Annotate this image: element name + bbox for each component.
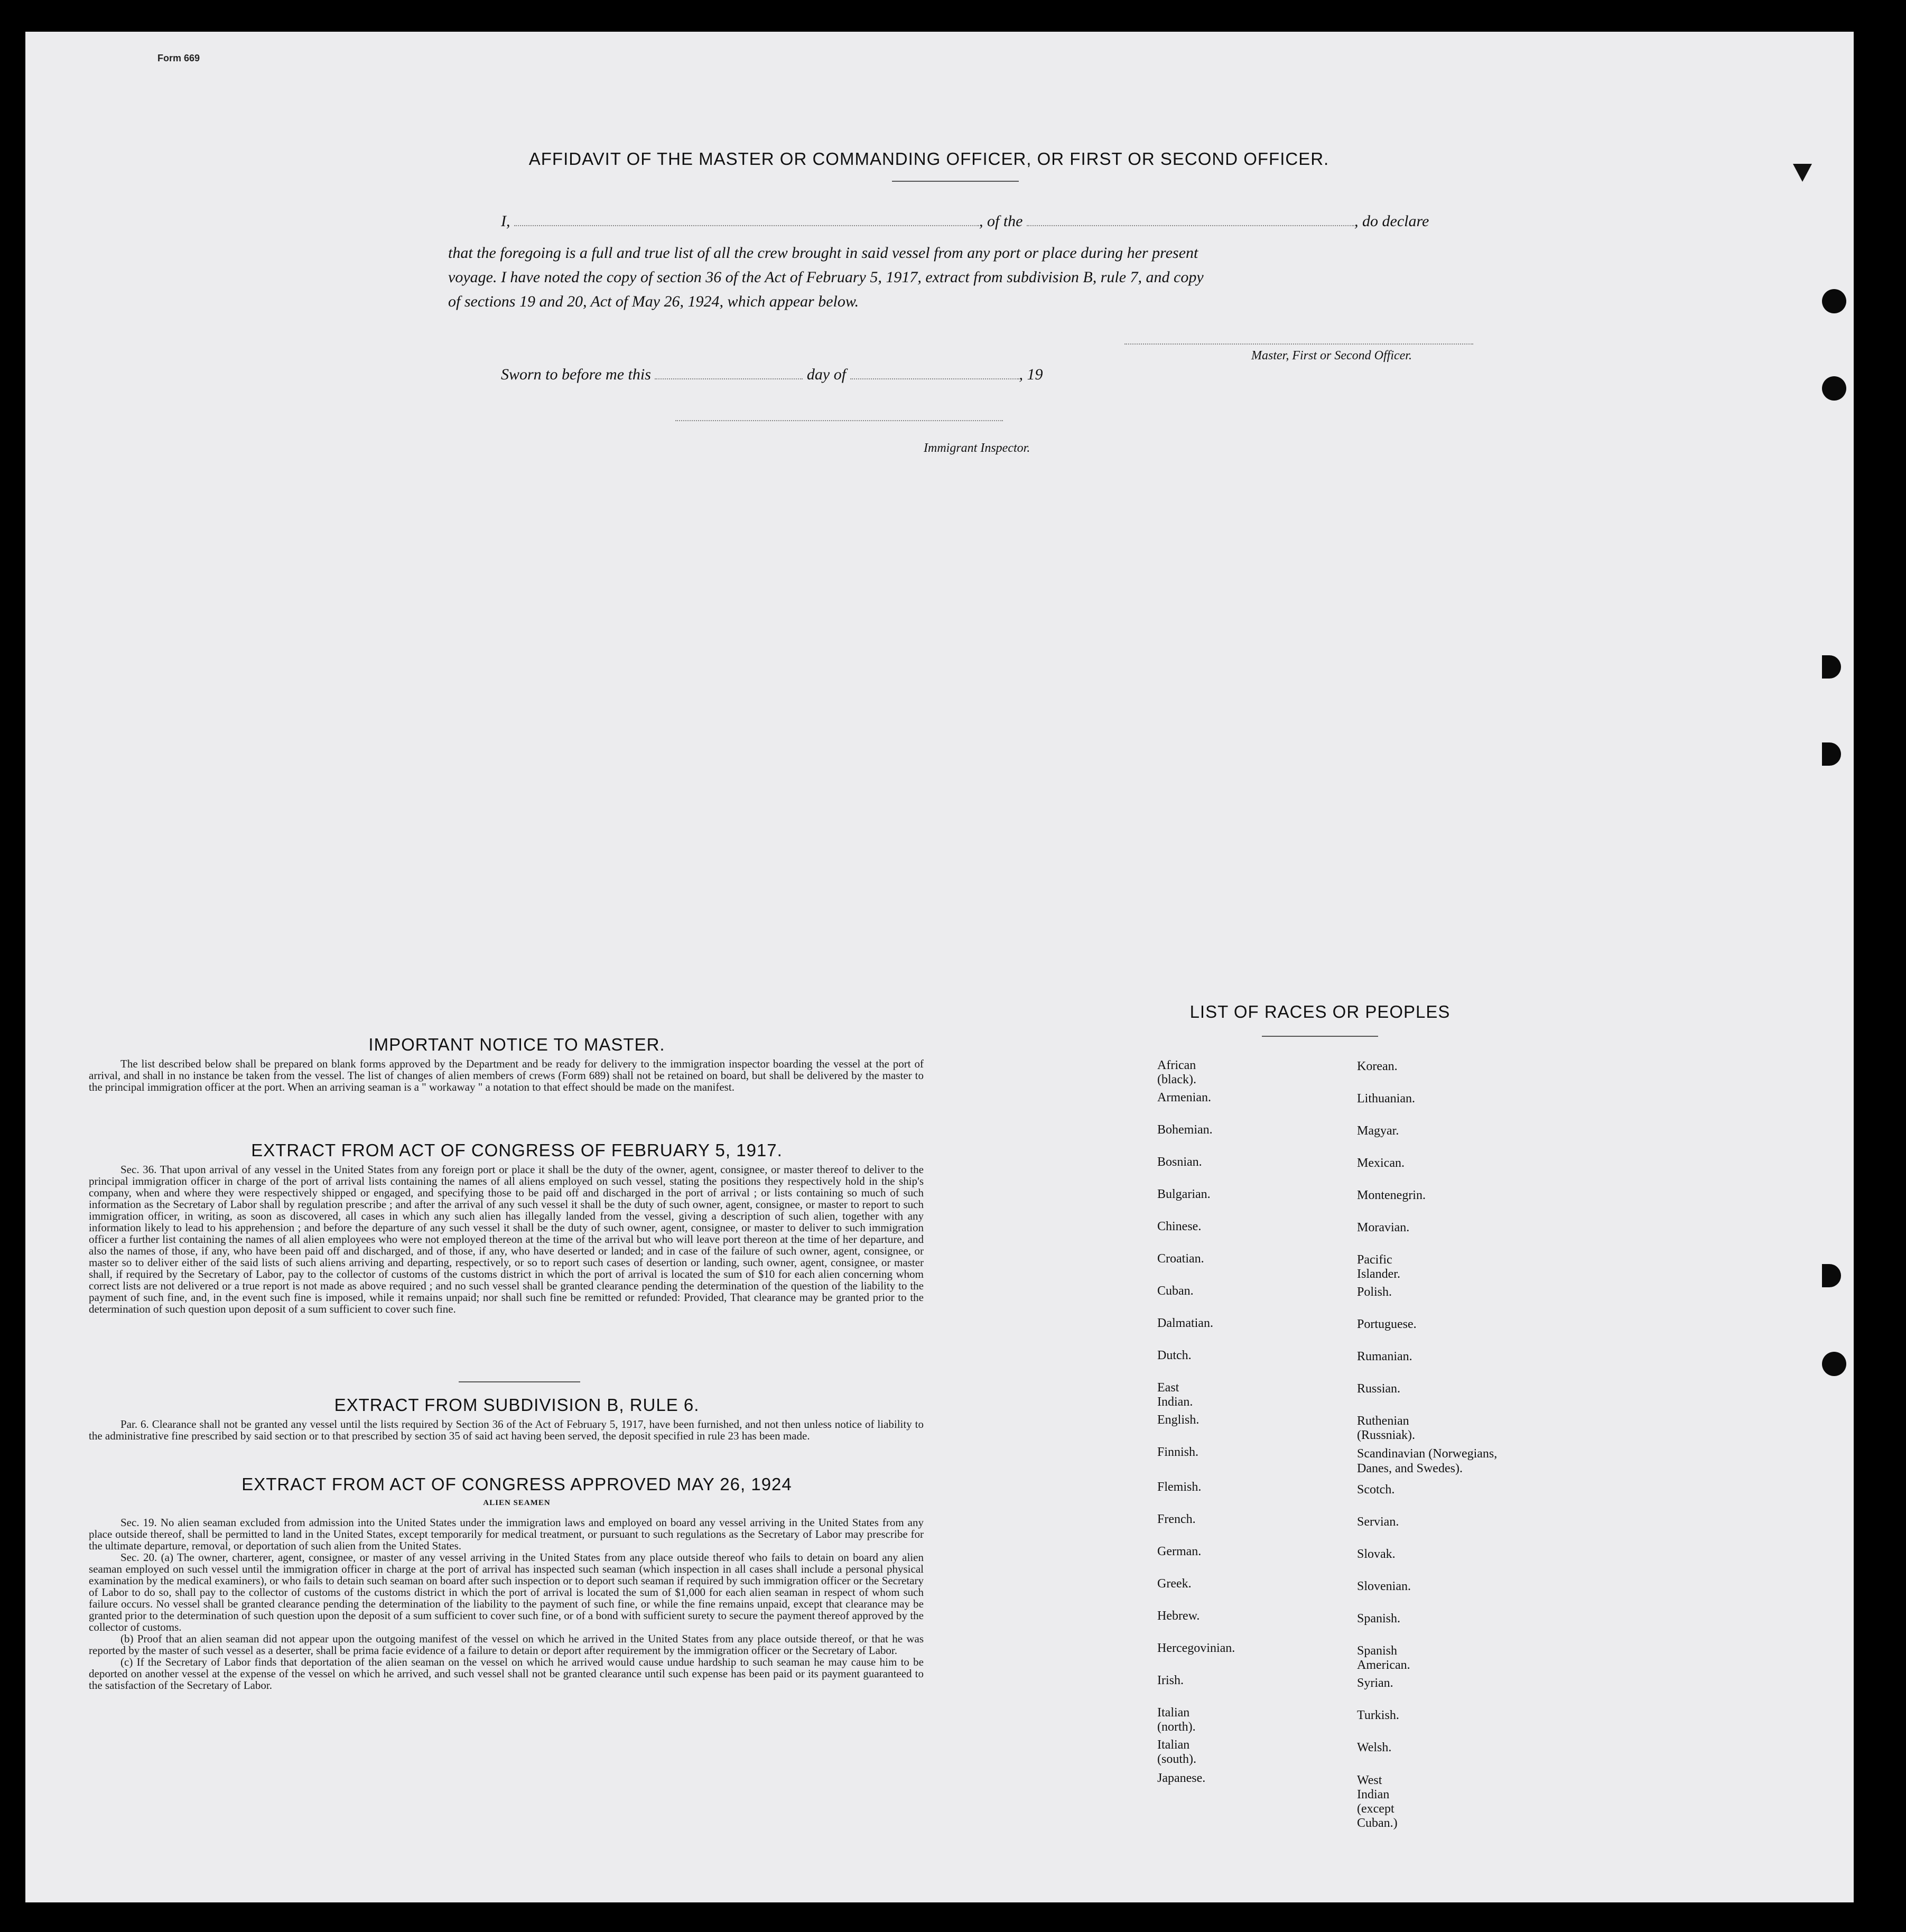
- sworn-line: [501, 366, 1043, 384]
- day-of-label: day of: [806, 366, 847, 383]
- race-right: Portuguese.: [1357, 1317, 1417, 1331]
- race-right: Lithuanian.: [1357, 1092, 1415, 1106]
- punch-hole: [1822, 376, 1846, 401]
- punch-hole: [1822, 289, 1846, 313]
- race-right: Spanish.: [1357, 1612, 1401, 1626]
- declaration-text: [448, 241, 1515, 314]
- race-left: English.: [1157, 1413, 1200, 1427]
- race-left: Chinese.: [1157, 1220, 1202, 1233]
- divider: [892, 181, 1019, 182]
- race-left: Bulgarian.: [1157, 1187, 1211, 1201]
- race-right: Pacific Islander.: [1357, 1253, 1400, 1281]
- pointer-mark: [1793, 164, 1812, 182]
- sworn-label: Sworn to before me this: [501, 366, 651, 383]
- form-page: [25, 32, 1854, 1902]
- race-right: Turkish.: [1357, 1708, 1399, 1722]
- race-right: Welsh.: [1357, 1741, 1392, 1754]
- race-right: Moravian.: [1357, 1221, 1410, 1234]
- punch-hole: [1822, 655, 1841, 679]
- do-declare-label: , do declare: [1354, 212, 1429, 230]
- race-right: Korean.: [1357, 1060, 1398, 1073]
- punch-hole: [1822, 742, 1841, 766]
- race-right: Polish.: [1357, 1285, 1392, 1299]
- form-number: Form 669: [157, 53, 200, 63]
- of-the-label: , of the: [979, 212, 1023, 230]
- race-left: Dalmatian.: [1157, 1316, 1213, 1330]
- inspector-signature-field[interactable]: [675, 420, 1003, 421]
- race-left: African (black).: [1157, 1058, 1196, 1086]
- race-right: West Indian (except Cuban.): [1357, 1773, 1398, 1830]
- month-field[interactable]: [850, 378, 1019, 379]
- extract-1917-title: EXTRACT FROM ACT OF CONGRESS OF FEBRUARY 5, 1917.: [251, 1140, 783, 1160]
- race-right: Slovenian.: [1357, 1580, 1411, 1593]
- extract-rule6-text: Par. 6. Clearance shall not be granted any vessel until the lists required by Section 36 of the Act of February 5, 1917, have been furnished, and not then unless notice of liability to the administrative fine prescribed by said section or to that prescribed by section 35 of said act having been served, the deposit specified in rule 23 has been made.: [89, 1418, 924, 1442]
- race-left: Croatian.: [1157, 1252, 1204, 1266]
- race-right: Magyar.: [1357, 1124, 1399, 1138]
- notice-text: The list described below shall be prepared on blank forms approved by the Department and be ready for delivery to the immigration inspector boarding the vessel at the port of arrival, and shall in no instance be taken from the vessel. The list of changes of alien members of crews (Form 689) shall not be retained on board, but shall be delivered by the master to the principal immigration officer at the port. When an arriving seaman is a " workaway " a notation to that effect should be made on the manifest.: [89, 1057, 924, 1093]
- race-right: Russian.: [1357, 1382, 1401, 1396]
- race-left: Finnish.: [1157, 1445, 1199, 1459]
- extract-1917-text: Sec. 36. That upon arrival of any vessel in the United States from any foreign port or place it shall be the duty of the owner, agent, consignee, or master thereof to deliver to the principal immigration officer in charge of the port of arrival lists containing the names of all aliens employed on such vessel, stating the positions they respectively hold in the ship's company, when and where they were respectively shipped or engaged, and specifying those to be paid off and discharged in the port of arrival ; or lists containing so much of such information as the Secretary of Labor shall by regulation prescribe ; and after the arrival of any such vessel it shall be the duty of such owner, agent, consignee, or master to report to such immigration officer, in writing, as soon as discovered, all cases in which any such alien has illegally landed from the vessel, giving a description of such alien, together with any information likely to lead to his apprehension ; and before the departure of any such vessel it shall be the duty of such owner, agent, consignee, or master to deliver to such immigration officer a further list containing the names of all alien employees who were not employed thereon at the time of the arrival but who will leave port thereon at the time of her departure, and also the names of those, if any, who have been paid off and discharged, and of those, if any, who have deserted or landed; and in case of the failure of such owner, agent, consignee, or master so to deliver either of the said lists of such aliens arriving and departing, respectively, or so to report such cases of desertion or landing, such owner, agent, consignee, or master shall, if required by the Secretary of Labor, pay to the collector of customs of the customs district in which the port of arrival is located the sum of $10 for each alien concerning whom correct lists are not delivered or a true report is not made as above required ; and no such vessel shall be granted clearance pending the determination of the question of the liability to the payment of such fine, and, in the event such fine is imposed, while it remains unpaid; nor shall such fine be remitted or refunded: Provided, That clearance may be granted prior to the determination of such question upon deposit of a sum sufficient to cover such fine.: [89, 1163, 924, 1315]
- race-left: Dutch.: [1157, 1349, 1192, 1362]
- race-right: Servian.: [1357, 1515, 1399, 1529]
- extract-1924-subtitle: ALIEN SEAMEN: [483, 1499, 551, 1507]
- extract-rule6-title: EXTRACT FROM SUBDIVISION B, RULE 6.: [334, 1395, 700, 1415]
- declaration-line: [501, 212, 1521, 230]
- race-left: French.: [1157, 1512, 1196, 1526]
- race-left: Flemish.: [1157, 1480, 1202, 1494]
- punch-hole: [1822, 1264, 1841, 1287]
- race-left: Bohemian.: [1157, 1123, 1213, 1137]
- punch-hole: [1822, 1352, 1846, 1376]
- signature-label: Master, First or Second Officer.: [1251, 349, 1412, 363]
- race-left: Greek.: [1157, 1577, 1192, 1591]
- race-left: Italian (south).: [1157, 1738, 1196, 1766]
- race-left: Japanese.: [1157, 1771, 1206, 1785]
- affidavit-title: AFFIDAVIT OF THE MASTER OR COMMANDING OFFICER, OR FIRST OR SECOND OFFICER.: [528, 149, 1329, 169]
- races-title: LIST OF RACES OR PEOPLES: [1189, 1002, 1451, 1021]
- race-right: Syrian.: [1357, 1676, 1393, 1690]
- signature-field[interactable]: [1124, 343, 1473, 345]
- race-left: Armenian.: [1157, 1091, 1211, 1104]
- divider: [459, 1381, 580, 1382]
- declaration-line-2: voyage. I have noted the copy of section 36 of the Act of February 5, 1917, extract from subdivision B, rule 7, and copy: [448, 268, 1204, 286]
- race-right: Scotch.: [1357, 1483, 1395, 1497]
- extract-1924-title: EXTRACT FROM ACT OF CONGRESS APPROVED MAY 26, 1924: [241, 1474, 792, 1494]
- notice-title: IMPORTANT NOTICE TO MASTER.: [368, 1035, 665, 1054]
- race-left: Hercegovinian.: [1157, 1641, 1235, 1655]
- day-field[interactable]: [655, 378, 803, 379]
- declaration-line-3: of sections 19 and 20, Act of May 26, 1924, which appear below.: [448, 293, 859, 310]
- sec20c-text: (c) If the Secretary of Labor finds that deportation of the alien seaman on the vessel on which he arrived would cause undue hardship to such seaman he may cause him to be deported on another vessel at the expense of the vessel on which he arrived, and such vessel shall not be granted clearance until such expense has been paid or its payment guaranteed to the satisfaction of the Secretary of Labor.: [89, 1656, 924, 1692]
- extract-1924-body: [89, 1517, 924, 1691]
- race-left: Italian (north).: [1157, 1706, 1196, 1734]
- race-right: Scandinavian (Norwegians, Danes, and Swedes).: [1357, 1447, 1498, 1475]
- divider: [1262, 1036, 1378, 1037]
- sec20b-text: (b) Proof that an alien seaman did not appear upon the outgoing manifest of the vessel on which he arrived in the United States from any place outside thereof, or that he was reported by the master of such vessel as a deserter, shall be prima facie evidence of a failure to detain or deport after requirement by the immigration officer or the Secretary of Labor.: [89, 1632, 924, 1657]
- i-label: I,: [501, 212, 510, 230]
- race-left: Irish.: [1157, 1674, 1184, 1687]
- race-right: Montenegrin.: [1357, 1188, 1426, 1202]
- race-right: Spanish American.: [1357, 1644, 1410, 1672]
- vessel-field[interactable]: [1027, 225, 1354, 226]
- year-label: , 19: [1019, 366, 1043, 383]
- race-left: Bosnian.: [1157, 1155, 1202, 1169]
- race-left: Cuban.: [1157, 1284, 1194, 1298]
- sec20a-text: Sec. 20. (a) The owner, charterer, agent, consignee, or master of any vessel arriving in the United States from any place outside thereof who fails to detain on board any alien seaman employed on such vessel until the immigration officer in charge at the port of arrival has inspected such seaman (which inspection in all cases shall include a personal physical examination by the medical examiners), or who fails to detain such seaman on board after such inspection or to deport such seaman if required by such immigration officer or the Secretary of Labor to do so, shall pay to the collector of customs of the customs district in which the port of arrival is located the sum of $1,000 for each alien seaman in respect of whom such failure occurs. No vessel shall be granted clearance pending the determination of the liability to the payment of such fine, or while the fine remains unpaid, except that clearance may be granted prior to the determination of such question upon the deposit of a sum sufficient to cover such fine, or of a bond with sufficient surety to secure the payment thereof approved by the collector of customs.: [89, 1551, 924, 1633]
- sec19-text: Sec. 19. No alien seaman excluded from admission into the United States under the immigration laws and employed on board any vessel arriving in the United States from any place outside thereof, shall be permitted to land in the United States, except temporarily for medical treatment, or pursuant to such regulations as the Secretary of Labor may prescribe for the ultimate departure, removal, or deportation of such alien from the United States.: [89, 1516, 924, 1552]
- race-right: Rumanian.: [1357, 1350, 1412, 1363]
- race-right: Slovak.: [1357, 1547, 1396, 1561]
- race-left: East Indian.: [1157, 1381, 1193, 1409]
- race-right: Ruthenian (Russniak).: [1357, 1414, 1415, 1442]
- name-field[interactable]: [514, 225, 979, 226]
- race-left: Hebrew.: [1157, 1609, 1200, 1623]
- race-left: German.: [1157, 1545, 1202, 1558]
- race-right: Mexican.: [1357, 1156, 1405, 1170]
- declaration-line-1: that the foregoing is a full and true list of all the crew brought in said vessel from any port or place during her present: [448, 244, 1198, 262]
- inspector-label: Immigrant Inspector.: [924, 441, 1030, 455]
